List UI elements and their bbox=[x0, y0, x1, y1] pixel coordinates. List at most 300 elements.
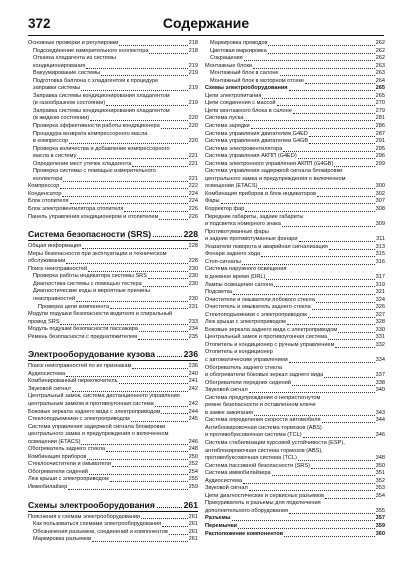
toc-entry-title: Иммобилайзер bbox=[28, 483, 68, 490]
toc-entry bbox=[28, 168, 198, 176]
toc-entry-title: Конденсатор bbox=[28, 190, 62, 197]
toc-entry-title: Антиблокировочная система тормозов (ABS) bbox=[205, 424, 322, 431]
toc-entry bbox=[205, 485, 385, 493]
dot-leader bbox=[153, 236, 182, 237]
toc-entry-title: Блок электровентилятора отопителя bbox=[28, 206, 124, 213]
toc-entry bbox=[28, 153, 198, 161]
dot-leader bbox=[283, 151, 374, 152]
page-ref: 351 bbox=[375, 470, 385, 477]
toc-entry-title: Система управления АКПП (G4ED) bbox=[205, 153, 297, 160]
toc-entry-title: Компрессор bbox=[28, 183, 60, 190]
toc-entry-title: Подсоединение измерительного коллектора bbox=[33, 47, 149, 54]
page-ref: 220 bbox=[188, 138, 198, 145]
dot-leader bbox=[268, 45, 374, 46]
toc-entry-title: масла в систему bbox=[33, 153, 77, 160]
dot-leader bbox=[298, 158, 375, 159]
toc-entry-title: Система определения скорости автомобиля bbox=[205, 417, 321, 424]
toc-entry-title: Звуковой сигнал bbox=[205, 387, 248, 394]
toc-entry bbox=[28, 63, 198, 71]
toc-entry-title: Проверка цепи компонента bbox=[38, 303, 110, 310]
page-ref: 317 bbox=[375, 273, 385, 280]
toc-entry bbox=[205, 55, 385, 63]
toc-entry-title: Система управления задержкой сигнала блокировки bbox=[28, 423, 166, 430]
page-ref: 327 bbox=[375, 311, 385, 318]
page-ref: 355 bbox=[375, 507, 385, 514]
toc-entry bbox=[205, 282, 385, 290]
toc-entry-title: Звуковой сигнал bbox=[28, 385, 71, 392]
toc-entry-title: Система предупреждения о непристегнутом bbox=[205, 394, 321, 401]
page-ref: 245 bbox=[188, 416, 198, 423]
toc-entry-title: Система стабилизации курсовой устойчивости (ESP), bbox=[205, 439, 345, 446]
toc-entry-title: Отопитель и кондиционер bbox=[205, 349, 273, 356]
dot-leader bbox=[106, 451, 188, 452]
toc-entry-title: Прикуриватель и разъемы для подключения bbox=[205, 500, 321, 507]
page-ref: 308 bbox=[375, 206, 385, 213]
page-ref: 242 bbox=[188, 385, 198, 392]
toc-entry-title: Передние габариты, задние габариты bbox=[205, 213, 304, 220]
page-ref: 353 bbox=[375, 485, 385, 492]
page-ref: 262 bbox=[375, 55, 385, 62]
page-ref: 240 bbox=[188, 370, 198, 377]
dot-leader bbox=[132, 166, 187, 167]
toc-entry bbox=[28, 416, 198, 424]
toc-entry bbox=[28, 176, 198, 184]
toc-entry bbox=[28, 258, 198, 266]
toc-entry-title: кондиционирования bbox=[33, 62, 86, 69]
page-ref: 261 bbox=[188, 536, 198, 543]
page-ref: 328 bbox=[375, 319, 385, 326]
dot-leader bbox=[238, 528, 375, 529]
toc-entry bbox=[205, 153, 385, 161]
toc-entry bbox=[205, 115, 385, 123]
dot-leader bbox=[292, 385, 375, 386]
page-ref: 236 bbox=[188, 363, 198, 370]
dot-leader bbox=[293, 113, 375, 114]
dot-leader bbox=[244, 120, 374, 121]
page-ref: 332 bbox=[375, 341, 385, 348]
toc-entry bbox=[28, 273, 198, 281]
page-ref: 219 bbox=[188, 100, 198, 107]
dot-leader bbox=[329, 249, 375, 250]
page-ref: 340 bbox=[375, 387, 385, 394]
page-ref: 230 bbox=[188, 273, 198, 280]
toc-entry bbox=[28, 439, 198, 447]
dot-leader bbox=[60, 324, 187, 325]
toc-entry bbox=[205, 312, 385, 320]
toc-entry bbox=[205, 214, 385, 222]
toc-entry-title: Обогреватели сидений bbox=[28, 468, 88, 475]
toc-entry-title: центральным замком и противоугонная система bbox=[28, 400, 154, 407]
page-ref: 346 bbox=[375, 432, 385, 439]
page-ref: 263 bbox=[375, 70, 385, 77]
toc-entry bbox=[205, 183, 385, 191]
toc-entry-title: Обогреватель заднего стекла bbox=[205, 364, 282, 371]
toc-entry bbox=[205, 387, 385, 395]
toc-entry-title: Система управления двигателем G4ED bbox=[205, 130, 308, 137]
toc-entry-title: Цепи соединения с массой bbox=[205, 100, 276, 107]
toc-entry-title: Система электровентилятора bbox=[205, 145, 283, 152]
dot-leader bbox=[289, 513, 375, 514]
toc-entry bbox=[205, 48, 385, 56]
toc-entry bbox=[28, 55, 198, 63]
page-ref: 331 bbox=[375, 334, 385, 341]
toc-entry-title: Модуль подушки безопасности пассажира bbox=[28, 326, 138, 333]
toc-entry-title: Модули подушки безопасности водителя и спиральный bbox=[28, 311, 173, 318]
toc-entry-title: Поиск неисправностей по их признакам bbox=[28, 363, 132, 370]
dot-leader bbox=[262, 98, 374, 99]
dot-leader bbox=[77, 158, 187, 159]
toc-entry-title: Цепи монтажного блока в салоне bbox=[205, 107, 292, 114]
toc-entry-title: Разъемы bbox=[205, 515, 231, 522]
page-ref: 330 bbox=[375, 326, 385, 333]
toc-entry bbox=[205, 191, 385, 199]
page-ref: 228 bbox=[183, 229, 198, 240]
toc-entry bbox=[205, 448, 385, 456]
dot-leader bbox=[266, 279, 374, 280]
toc-entry-title: дополнительного оборудования bbox=[205, 507, 288, 514]
dot-leader bbox=[282, 226, 375, 227]
toc-entry bbox=[28, 100, 198, 108]
toc-entry-title: Система зарядки bbox=[205, 123, 250, 130]
page-ref: 344 bbox=[375, 417, 385, 424]
dot-leader bbox=[317, 196, 375, 197]
toc-entry bbox=[205, 138, 385, 146]
dot-leader bbox=[81, 444, 187, 445]
page-ref: 218 bbox=[188, 47, 198, 54]
toc-entry bbox=[205, 440, 385, 448]
toc-entry bbox=[28, 40, 198, 48]
toc-entry-title: провод SRS bbox=[28, 318, 60, 325]
toc-entry-title: центрального замка и предупреждения о включенном bbox=[28, 431, 169, 438]
dot-leader bbox=[299, 241, 376, 242]
dot-leader bbox=[316, 302, 375, 303]
page-ref: 264 bbox=[375, 77, 385, 84]
dot-leader bbox=[89, 474, 188, 475]
toc-entry bbox=[28, 304, 198, 312]
toc-entry-title: обслуживании bbox=[28, 258, 66, 265]
toc-entry bbox=[28, 108, 198, 116]
dot-leader bbox=[169, 534, 188, 535]
dot-leader bbox=[87, 459, 187, 460]
toc-entry bbox=[28, 446, 198, 454]
toc-entry bbox=[28, 93, 198, 101]
toc-entry bbox=[28, 198, 198, 206]
page-ref: 360 bbox=[375, 530, 385, 537]
dot-leader bbox=[101, 75, 187, 76]
toc-entry-title: Стеклоочистители и омыватели bbox=[28, 461, 111, 468]
toc-entry bbox=[205, 176, 385, 184]
page-header bbox=[28, 12, 384, 34]
toc-entry bbox=[28, 431, 198, 439]
toc-entry-title: Очистители и омыватели лобового стекла bbox=[205, 296, 315, 303]
page-ref: 359 bbox=[375, 523, 385, 529]
dot-leader bbox=[232, 520, 375, 521]
toc-entry-title: Стеклоподъемники с электроприводом bbox=[28, 416, 130, 423]
toc-entry-title: Боковые зеркала заднего вида с электроприводом bbox=[28, 408, 161, 415]
toc-entry bbox=[205, 206, 385, 214]
dot-leader bbox=[284, 536, 374, 537]
toc-entry bbox=[28, 378, 198, 386]
toc-entry bbox=[205, 372, 385, 380]
toc-entry bbox=[205, 410, 385, 418]
dot-leader bbox=[277, 105, 375, 106]
dot-leader bbox=[132, 368, 187, 369]
dot-leader bbox=[76, 301, 188, 302]
page-ref: 230 bbox=[188, 295, 198, 302]
toc-entry-title: Фары bbox=[205, 198, 220, 205]
toc-entry-title: Откачка хладагента из системы bbox=[33, 55, 116, 62]
page-ref: 295 bbox=[375, 145, 385, 152]
dot-leader bbox=[303, 437, 375, 438]
toc-entry-title: Процедура возврата компрессорного масла bbox=[33, 130, 148, 137]
toc-entry-title: центрального замка и предупреждения о включенном bbox=[205, 175, 346, 182]
toc-entry-title: Люк крыши с электроприводом bbox=[28, 476, 109, 483]
toc-entry-title: (в жидком состоянии) bbox=[33, 115, 90, 122]
toc-entry-title: противобуксовочная система (TCL) bbox=[205, 455, 297, 462]
toc-entry-title: Маркировка проводов bbox=[210, 40, 268, 46]
toc-entry bbox=[205, 319, 385, 327]
page-ref: 343 bbox=[375, 409, 385, 416]
toc-entry bbox=[28, 469, 198, 477]
toc-entry bbox=[205, 470, 385, 478]
toc-entry-title: Система пуска bbox=[205, 115, 244, 122]
toc-entry bbox=[28, 476, 198, 484]
page-ref: 302 bbox=[375, 190, 385, 197]
toc-entry bbox=[28, 454, 198, 462]
page-ref: 236 bbox=[183, 349, 198, 360]
toc-entry bbox=[205, 357, 385, 365]
toc-entry bbox=[28, 319, 198, 327]
toc-entry-title: Аудиосистема bbox=[28, 370, 66, 377]
toc-entry-title: Проверка количества и добавление компрессорного bbox=[33, 145, 170, 152]
toc-entry bbox=[205, 108, 385, 116]
toc-entry-title: Вакуумирование системы bbox=[33, 70, 101, 77]
dot-leader bbox=[119, 383, 188, 384]
dot-leader bbox=[66, 263, 187, 264]
section-title: Электрооборудование кузова bbox=[28, 349, 156, 360]
dot-leader bbox=[162, 526, 187, 527]
page-ref: 261 bbox=[188, 528, 198, 535]
page-ref: 350 bbox=[375, 462, 385, 469]
page-ref: 220 bbox=[188, 115, 198, 122]
toc-entry-title: коллектора bbox=[33, 175, 63, 182]
toc-entry bbox=[205, 198, 385, 206]
toc-entry bbox=[28, 146, 198, 154]
toc-entry-title: Обозначения разъемов, соединений и компонентов bbox=[33, 528, 168, 535]
toc-entry bbox=[28, 461, 198, 469]
page-ref: 226 bbox=[188, 213, 198, 220]
dot-leader bbox=[287, 324, 375, 325]
toc-entry-title: Система иммобилайзера bbox=[205, 470, 271, 477]
toc-entry-title: Проверка системы с помощью измерительного bbox=[33, 168, 156, 175]
toc-entry bbox=[205, 365, 385, 373]
toc-entry bbox=[205, 259, 385, 267]
dot-leader bbox=[86, 68, 187, 69]
page-ref: 321 bbox=[375, 289, 385, 296]
dot-leader bbox=[149, 53, 187, 54]
dot-leader bbox=[161, 128, 188, 129]
page-ref: 224 bbox=[188, 198, 198, 205]
toc-entry-title: Отопитель и кондиционер с ручным управлением bbox=[205, 341, 335, 348]
dot-leader bbox=[131, 421, 188, 422]
dot-leader bbox=[143, 286, 188, 287]
page-ref: 265 bbox=[375, 85, 385, 92]
page-ref: 352 bbox=[375, 477, 385, 484]
page-ref: 300 bbox=[375, 183, 385, 190]
section-title: Схемы электрооборудования bbox=[28, 499, 155, 510]
toc-entry-title: и противобуксовочная система (TCL) bbox=[205, 432, 302, 439]
toc-entry-title: Диагностические коды и вероятные причины bbox=[33, 288, 150, 295]
toc-entry-title: Цветовая маркировка bbox=[210, 47, 267, 54]
toc-entry bbox=[205, 402, 385, 410]
toc-entry-title: Определение мест утечек хладагента bbox=[33, 160, 132, 167]
toc-entry-title: Проверка работы индикатора системы SRS bbox=[33, 273, 147, 280]
dot-leader bbox=[63, 181, 187, 182]
dot-leader bbox=[309, 143, 375, 144]
toc-entry-title: Сокращения bbox=[210, 55, 243, 62]
page-ref: 262 bbox=[375, 40, 385, 46]
dot-leader bbox=[157, 356, 182, 357]
toc-entry bbox=[205, 493, 385, 501]
toc-entry-title: Очиститель и омыватель заднего стекла bbox=[205, 304, 311, 311]
toc-entry-title: Ремень безопасности с преднатяжителем bbox=[28, 333, 137, 340]
toc-entry bbox=[28, 85, 198, 93]
dot-leader bbox=[249, 392, 375, 393]
page-ref: 254 bbox=[188, 468, 198, 475]
page-ref: 231 bbox=[188, 303, 198, 310]
toc-entry bbox=[28, 529, 198, 537]
page-ref: 219 bbox=[188, 62, 198, 69]
dot-leader bbox=[139, 331, 188, 332]
toc-entry bbox=[205, 515, 385, 523]
toc-entry bbox=[205, 168, 385, 176]
toc-entry bbox=[205, 221, 385, 229]
dot-leader bbox=[298, 460, 375, 461]
toc-entry bbox=[28, 281, 198, 289]
toc-entry bbox=[205, 297, 385, 305]
dot-leader bbox=[243, 483, 375, 484]
toc-entry-title: Блок отопителя bbox=[28, 198, 69, 205]
toc-entry-title: Монтажный блок в моторном отсеке bbox=[210, 77, 305, 84]
toc-entry-title: Заправка системы кондиционирования хладагентом bbox=[33, 92, 170, 99]
page-ref: 279 bbox=[375, 107, 385, 114]
page-ref: 246 bbox=[188, 438, 198, 445]
page-ref: 262 bbox=[375, 47, 385, 54]
toc-entry bbox=[205, 342, 385, 350]
dot-leader bbox=[68, 489, 187, 490]
toc-entry bbox=[28, 334, 198, 342]
dot-leader bbox=[335, 347, 374, 348]
toc-entry bbox=[28, 393, 198, 401]
toc-entry bbox=[205, 417, 385, 425]
dot-leader bbox=[82, 248, 187, 249]
dot-leader bbox=[280, 75, 375, 76]
toc-entry bbox=[28, 266, 198, 274]
dot-leader bbox=[245, 211, 374, 212]
toc-entry-title: Поиск неисправностей bbox=[28, 265, 88, 272]
toc-entry bbox=[28, 131, 198, 139]
dot-leader bbox=[334, 166, 374, 167]
dot-leader bbox=[157, 507, 182, 508]
dot-leader bbox=[274, 286, 375, 287]
toc-entry bbox=[205, 100, 385, 108]
dot-leader bbox=[161, 413, 187, 414]
toc-entry bbox=[28, 363, 198, 371]
toc-entry-title: Лампы освещения салона bbox=[205, 281, 274, 288]
page-ref: 270 bbox=[375, 100, 385, 107]
toc-entry bbox=[205, 349, 385, 357]
page-ref: 242 bbox=[188, 400, 198, 407]
toc-entry-title: Расположение компонентов bbox=[205, 530, 284, 537]
dot-leader bbox=[92, 541, 188, 542]
toc-entry bbox=[28, 123, 198, 131]
toc-entry-title: Обогреватель заднего стекла bbox=[28, 446, 105, 453]
toc-entry bbox=[205, 236, 385, 244]
dot-leader bbox=[106, 105, 187, 106]
toc-entry-title: Корректор фар bbox=[205, 206, 245, 213]
page-ref: 319 bbox=[375, 281, 385, 288]
page-ref: 286 bbox=[375, 123, 385, 130]
dot-leader bbox=[233, 294, 375, 295]
toc-entry-title: Система пассивной безопасности (SRS) bbox=[205, 462, 310, 469]
toc-entry bbox=[28, 521, 198, 529]
page-ref: 220 bbox=[188, 123, 198, 130]
toc-entry-title: Боковые зеркала заднего вида с электроприводом bbox=[205, 326, 338, 333]
dot-leader bbox=[244, 60, 375, 61]
dot-leader bbox=[328, 339, 375, 340]
toc-entry-title: и подсветка номерного знака bbox=[205, 221, 281, 228]
toc-entry bbox=[28, 191, 198, 199]
dot-leader bbox=[254, 415, 375, 416]
section-heading bbox=[28, 500, 198, 512]
page-ref: 221 bbox=[188, 160, 198, 167]
toc-entry bbox=[205, 131, 385, 139]
toc-entry-title: Цепи диагностических и сервисных разъемов bbox=[205, 492, 325, 499]
page-ref: 221 bbox=[188, 153, 198, 160]
toc-entry bbox=[28, 251, 198, 259]
toc-entry-title: Звуковой сигнал bbox=[205, 485, 248, 492]
page-ref: 307 bbox=[375, 198, 385, 205]
toc-entry-title: Общая информация bbox=[28, 243, 82, 250]
page-ref: 235 bbox=[188, 333, 198, 340]
page-ref: 299 bbox=[375, 160, 385, 167]
toc-entry-title: Комбинированный переключатель bbox=[28, 378, 118, 385]
page-ref: 265 bbox=[375, 92, 385, 99]
toc-entry-title: Центральный замок и противоугонная система bbox=[205, 334, 328, 341]
toc-entry-title: Диагностика системы с помощью тестера bbox=[33, 280, 142, 287]
toc-entry bbox=[28, 138, 198, 146]
page-ref: 287 bbox=[375, 130, 385, 137]
dot-leader bbox=[253, 68, 375, 69]
page-ref: 313 bbox=[375, 243, 385, 250]
page-ref: 252 bbox=[188, 461, 198, 468]
toc-entry-title: Стоп-сигналы bbox=[205, 258, 241, 265]
page-ref: 233 bbox=[188, 318, 198, 325]
dot-leader bbox=[272, 475, 375, 476]
toc-entry bbox=[28, 424, 198, 432]
toc-entry bbox=[205, 304, 385, 312]
dot-leader bbox=[311, 468, 375, 469]
toc-left-column bbox=[28, 40, 198, 544]
toc-entry bbox=[205, 395, 385, 403]
toc-entry-title: Основные проверки и регулировки bbox=[28, 40, 119, 46]
toc-entry bbox=[205, 455, 385, 463]
toc-entry-title: Указатели поворота и аварийная сигнализация bbox=[205, 243, 328, 250]
page-ref: 219 bbox=[188, 85, 198, 92]
dot-leader bbox=[159, 219, 187, 220]
dot-leader bbox=[305, 83, 375, 84]
dot-leader bbox=[60, 188, 187, 189]
